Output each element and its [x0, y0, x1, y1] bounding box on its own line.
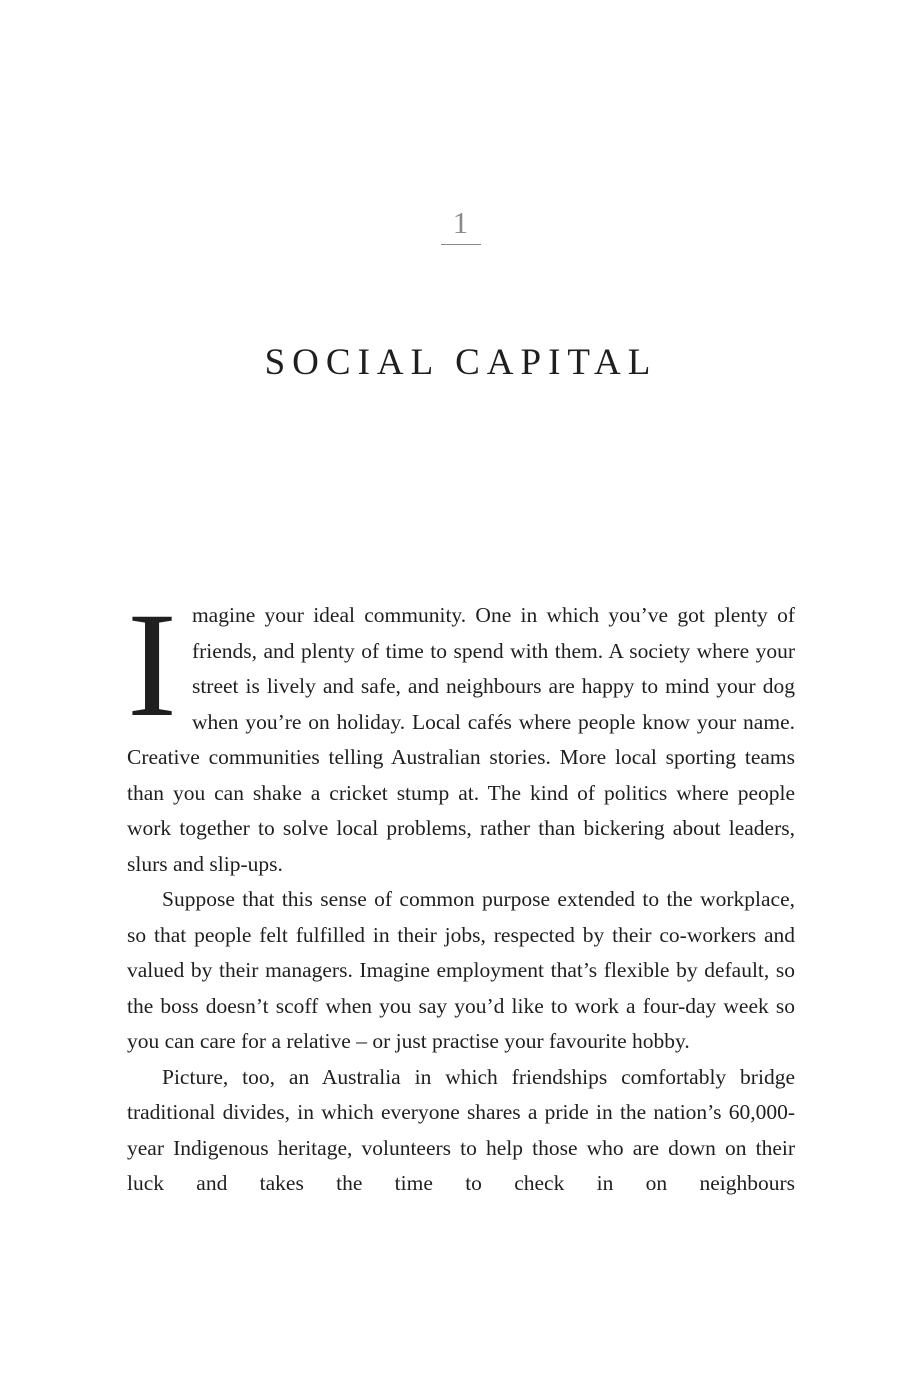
- paragraph-1-text: magine your ideal community. One in which you’ve got plenty of friends, and plenty of time to spend with them. A society where your street is lively and safe, and neighbours are happy to mind your dog when you’re on holiday. Local cafés where people know your name. Creative communities telling Australian stories. More local sporting teams than you can shake a cricket stump at. The kind of politics where people work together to solve local problems, rather than bickering about leaders, slurs and slip-ups.: [127, 603, 795, 876]
- chapter-body: [127, 582, 795, 1202]
- chapter-number-rule: [441, 244, 481, 245]
- paragraph-1: [127, 582, 795, 882]
- paragraph-3: Picture, too, an Australia in which friendships comfortably bridge traditional divides, in which everyone shares a pride in the nation’s 60,000-year Indigenous heritage, volunteers to help those who are down on their luck and takes the time to check in on neighbours: [127, 1064, 795, 1195]
- drop-cap: I: [127, 582, 177, 748]
- chapter-title: SOCIAL CAPITAL: [264, 342, 658, 383]
- chapter-number: 1: [452, 205, 469, 240]
- paragraph-2: Suppose that this sense of common purpose extended to the workplace, so that people felt fulfilled in their jobs, respected by their co-workers and valued by their managers. Imagine employment that’s flexible by default, so the boss doesn’t scoff when you say you’d like to work a four-day week so you can care for a relative – or just practise your favourite hobby.: [127, 887, 795, 1053]
